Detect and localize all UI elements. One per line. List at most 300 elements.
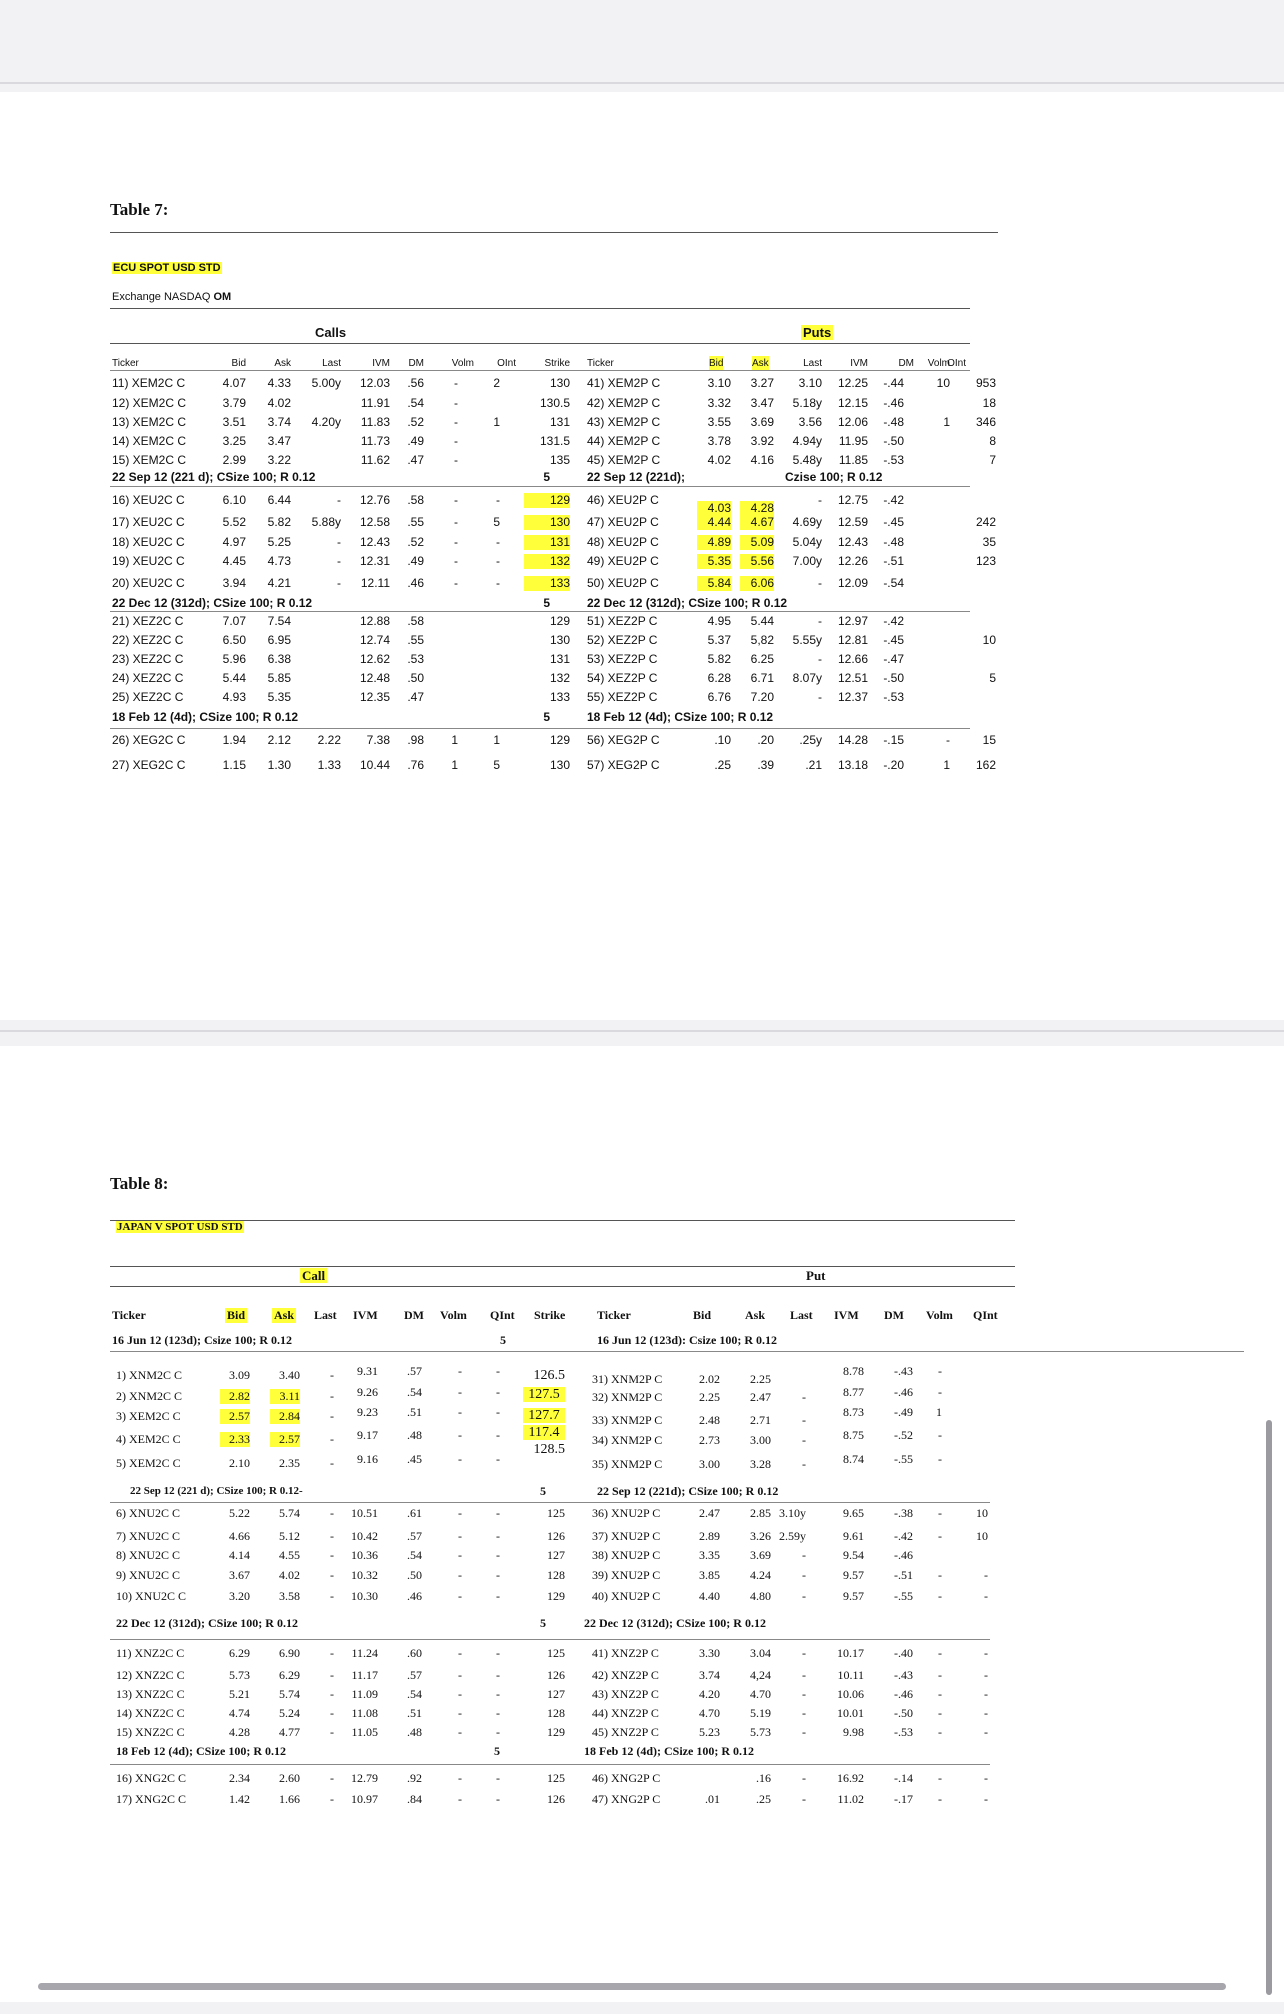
- divider: [110, 343, 970, 344]
- table-cell: -.40: [894, 1646, 913, 1660]
- table-cell: 2.25: [699, 1390, 720, 1404]
- ticker-cell: 46) XEU2P C: [587, 493, 659, 507]
- row-divider: [110, 1764, 990, 1765]
- table-cell: -.55: [894, 1452, 913, 1466]
- table-cell: 12.62: [359, 652, 390, 666]
- table-cell: 6.38: [267, 652, 291, 666]
- group-header: 18 Feb 12 (4d); CSize 100; R 0.12: [116, 1744, 286, 1758]
- table-cell: -: [984, 1589, 988, 1603]
- table-cell: -: [802, 1771, 806, 1785]
- ticker-cell: 16) XNG2C C: [116, 1771, 187, 1785]
- strike-cell: 127.7: [523, 1408, 565, 1423]
- table-cell: 9.57: [843, 1589, 864, 1603]
- table-cell: -: [330, 1725, 334, 1739]
- table-cell: -: [802, 1413, 806, 1427]
- ticker-cell: 21) XEZ2C C: [112, 614, 184, 628]
- table-cell: -: [818, 690, 822, 704]
- table-cell: -: [330, 1771, 334, 1785]
- table-cell: -: [938, 1725, 942, 1739]
- table-cell: -: [454, 376, 458, 390]
- table-cell: 5.48y: [792, 453, 822, 467]
- ticker-cell: 43) XEM2P C: [587, 415, 661, 429]
- table-cell: 162: [975, 758, 996, 772]
- table-cell: .54: [407, 1385, 422, 1399]
- table-cell: 4.77: [279, 1725, 300, 1739]
- table-cell: .55: [407, 633, 424, 647]
- table-cell: -: [330, 1687, 334, 1701]
- table-cell: 12.66: [837, 652, 868, 666]
- table-cell: 5.21: [229, 1687, 250, 1701]
- table-cell: 3.10y: [779, 1506, 806, 1520]
- table-cell: 4.20y: [311, 415, 341, 429]
- table-cell: 5.74: [279, 1687, 300, 1701]
- divider: [110, 1266, 1015, 1267]
- ticker-cell: 33) XNM2P C: [592, 1413, 663, 1427]
- table-cell: 4.02: [707, 453, 731, 467]
- table-cell: 4.44: [697, 515, 731, 530]
- table-cell: 1.15: [222, 758, 246, 772]
- ticker-cell: 54) XEZ2P C: [587, 671, 658, 685]
- table-cell: 18: [982, 396, 996, 410]
- ticker-cell: 18) XEU2C C: [112, 535, 185, 549]
- strike-cell: 128.5: [533, 1442, 565, 1457]
- ticker-cell: 41) XNZ2P C: [592, 1646, 659, 1660]
- strike-cell: 130: [549, 758, 570, 772]
- ticker-cell: 27) XEG2C C: [112, 758, 186, 772]
- column-header: DM: [408, 358, 424, 369]
- ticker-cell: 40) XNU2P C: [592, 1589, 661, 1603]
- ticker-cell: 45) XNZ2P C: [592, 1725, 659, 1739]
- table-cell: -: [458, 1646, 462, 1660]
- table-cell: -: [458, 1771, 462, 1785]
- table-cell: -: [496, 1506, 500, 1520]
- ticker-cell: 12) XNZ2C C: [116, 1668, 185, 1682]
- table-cell: 15: [982, 733, 996, 747]
- table-cell: -: [818, 493, 822, 507]
- table-cell: .50: [407, 1568, 422, 1582]
- table-cell: 5.73: [229, 1668, 250, 1682]
- table-cell: -.53: [883, 690, 904, 704]
- table-cell: -: [818, 576, 822, 590]
- table-cell: 3.78: [707, 434, 731, 448]
- table-cell: 953: [975, 376, 996, 390]
- ticker-cell: 8) XNU2C C: [116, 1548, 181, 1562]
- ticker-cell: 57) XEG2P C: [587, 758, 660, 772]
- column-header: Ask: [274, 1308, 295, 1322]
- table-cell: 11.91: [360, 396, 390, 410]
- horizontal-scrollbar[interactable]: [38, 1983, 1226, 1990]
- strike-cell: 126: [547, 1668, 565, 1682]
- table-cell: 11.08: [351, 1706, 378, 1720]
- table-cell: .52: [407, 535, 424, 549]
- table-cell: 5.24: [279, 1706, 300, 1720]
- table-cell: 2.89: [699, 1529, 720, 1543]
- table-cell: .58: [407, 493, 424, 507]
- table-cell: 2.73: [699, 1433, 720, 1447]
- table-cell: .61: [407, 1506, 422, 1520]
- table-cell: 5.44: [222, 671, 246, 685]
- strike-cell: 125: [547, 1646, 565, 1660]
- ticker-cell: 17) XEU2C C: [112, 515, 185, 529]
- table-cell: -.51: [883, 554, 904, 568]
- table-cell: 3.40: [279, 1368, 300, 1382]
- strike-cell: 130: [524, 515, 570, 530]
- group-header: 22 Sep 12 (221 d); CSize 100; R 0.12: [112, 470, 316, 484]
- table-cell: 10.51: [351, 1506, 378, 1520]
- table-cell: 7.54: [267, 614, 291, 628]
- column-header: Bid: [709, 358, 724, 369]
- strike-cell: 129: [549, 614, 570, 628]
- table-cell: 2.22: [317, 733, 341, 747]
- table-cell: 6.10: [222, 493, 246, 507]
- table-cell: 5.04y: [792, 535, 822, 549]
- table-cell: -: [496, 1385, 500, 1399]
- table-cell: -: [496, 554, 500, 568]
- ticker-cell: 53) XEZ2P C: [587, 652, 658, 666]
- table-cell: -: [330, 1456, 334, 1470]
- table-cell: .53: [407, 652, 424, 666]
- strike-cell: 125: [547, 1771, 565, 1785]
- ticker-cell: 32) XNM2P C: [592, 1390, 663, 1404]
- table-cell: 5.55y: [792, 633, 822, 647]
- column-header: Strike: [544, 358, 570, 369]
- strike-cell: 130: [549, 633, 570, 647]
- strike-cell: 135: [549, 453, 570, 467]
- table-cell: -: [818, 652, 822, 666]
- table-cell: 6.90: [279, 1646, 300, 1660]
- table-cell: 10: [976, 1506, 988, 1520]
- table-cell: .54: [407, 1687, 422, 1701]
- strike-cell: 128: [547, 1568, 565, 1582]
- ticker-cell: 36) XNU2P C: [592, 1506, 661, 1520]
- table-cell: 1.94: [222, 733, 246, 747]
- table-cell: 11.85: [838, 453, 868, 467]
- column-header: Volm: [440, 1308, 467, 1322]
- table-cell: -: [984, 1687, 988, 1701]
- column-header: Ticker: [112, 1308, 146, 1322]
- table-cell: -: [337, 554, 341, 568]
- table-cell: 12.76: [359, 493, 390, 507]
- table-cell: .84: [407, 1792, 422, 1806]
- ticker-cell: 46) XNG2P C: [592, 1771, 661, 1785]
- table-cell: 2.59y: [779, 1529, 806, 1543]
- table-cell: -: [802, 1568, 806, 1582]
- table-cell: 3.74: [267, 415, 291, 429]
- table-cell: 1: [451, 758, 458, 772]
- column-header: Ask: [745, 1308, 766, 1322]
- table-cell: .20: [757, 733, 774, 747]
- ticker-cell: 22) XEZ2C C: [112, 633, 184, 647]
- group-header: 18 Feb 12 (4d); CSize 100; R 0.12: [584, 1744, 754, 1758]
- table-cell: .76: [407, 758, 424, 772]
- table-cell: 12.74: [359, 633, 390, 647]
- column-header: Ticker: [112, 358, 139, 369]
- table-cell: -: [454, 515, 458, 529]
- table-cell: -.50: [883, 671, 904, 685]
- strike-cell: 130.5: [539, 396, 570, 410]
- group-header: Czise 100; R 0.12: [785, 470, 883, 484]
- table-cell: 3.32: [707, 396, 731, 410]
- table-cell: -: [454, 493, 458, 507]
- table-cell: 3.94: [222, 576, 246, 590]
- table-cell: -: [938, 1452, 942, 1466]
- document-page-1: [0, 92, 1284, 1020]
- table-cell: 6.06: [740, 576, 774, 591]
- table-cell: 10: [976, 1529, 988, 1543]
- table-cell: .46: [407, 576, 424, 590]
- table-cell: -: [330, 1368, 334, 1382]
- table-cell: 3.74: [699, 1668, 720, 1682]
- ticker-cell: 10) XNU2C C: [116, 1589, 187, 1603]
- table-cell: -: [458, 1548, 462, 1562]
- table-cell: 10.11: [837, 1668, 864, 1682]
- table-cell: 10.97: [351, 1792, 378, 1806]
- column-header: Ask: [752, 358, 769, 369]
- table-cell: -.42: [894, 1529, 913, 1543]
- table-cell: 5.25: [267, 535, 291, 549]
- table-cell: 9.65: [843, 1506, 864, 1520]
- table-cell: 3.00: [699, 1457, 720, 1471]
- table-cell: 4.07: [222, 376, 246, 390]
- table-cell: -: [330, 1432, 334, 1446]
- table-cell: -: [330, 1646, 334, 1660]
- table-cell: 1.33: [317, 758, 341, 772]
- ticker-cell: 42) XEM2P C: [587, 396, 661, 410]
- table-cell: -: [802, 1792, 806, 1806]
- table-cell: -: [938, 1646, 942, 1660]
- strike-cell: 129: [547, 1725, 565, 1739]
- table-cell: -: [802, 1457, 806, 1471]
- column-header: Last: [314, 1308, 337, 1322]
- table-cell: 4.66: [229, 1529, 250, 1543]
- table-cell: -: [458, 1428, 462, 1442]
- column-header: DM: [898, 358, 914, 369]
- table-cell: 1: [493, 415, 500, 429]
- table-cell: -: [802, 1548, 806, 1562]
- table-cell: -: [802, 1646, 806, 1660]
- table-cell: -: [496, 1771, 500, 1785]
- ticker-cell: 15) XEM2C C: [112, 453, 187, 467]
- strike-cell: 131: [549, 652, 570, 666]
- table-cell: 9.26: [357, 1385, 378, 1399]
- table-cell: 13.18: [837, 758, 868, 772]
- table-cell: 7: [989, 453, 996, 467]
- table-cell: 3.25: [222, 434, 246, 448]
- table-cell: 3.47: [267, 434, 291, 448]
- strike-cell: 129: [547, 1589, 565, 1603]
- table-cell: 4.89: [697, 535, 731, 550]
- table-cell: 6.29: [279, 1668, 300, 1682]
- table-cell: -: [337, 493, 341, 507]
- vertical-scrollbar[interactable]: [1266, 1420, 1272, 1995]
- table-cell: .92: [407, 1771, 422, 1785]
- column-header: Ask: [274, 358, 291, 369]
- table-cell: 4.03: [697, 501, 731, 516]
- table-cell: 3.55: [707, 415, 731, 429]
- table-cell: 5: [493, 515, 500, 529]
- table-cell: 12.58: [359, 515, 390, 529]
- table-cell: 12.75: [837, 493, 868, 507]
- column-header: Bid: [227, 1308, 246, 1322]
- table-cell: 3.30: [699, 1646, 720, 1660]
- table-cell: .25: [714, 758, 731, 772]
- row-divider: [110, 611, 970, 612]
- table-cell: 4.16: [750, 453, 774, 467]
- table-cell: 4.74: [229, 1706, 250, 1720]
- table-cell: 2.47: [750, 1390, 771, 1404]
- column-header: Last: [803, 358, 822, 369]
- group-header: 16 Jun 12 (123d); Csize 100; R 0.12: [112, 1333, 292, 1347]
- table-cell: 11.83: [360, 415, 390, 429]
- table-cell: 2.33: [220, 1432, 250, 1447]
- column-header: IVM: [850, 358, 868, 369]
- table-cell: .39: [757, 758, 774, 772]
- table-cell: 3.67: [229, 1568, 250, 1582]
- table-cell: -: [458, 1385, 462, 1399]
- divider: [110, 232, 998, 233]
- table-cell: -.14: [894, 1771, 913, 1785]
- table-cell: -: [984, 1568, 988, 1582]
- table-cell: 3.69: [750, 1548, 771, 1562]
- table-cell: 12.15: [837, 396, 868, 410]
- table-cell: -.52: [894, 1428, 913, 1442]
- table-cell: 9.57: [843, 1568, 864, 1582]
- table-cell: 6.25: [750, 652, 774, 666]
- table-cell: -: [984, 1668, 988, 1682]
- table-cell: 9.16: [357, 1452, 378, 1466]
- table-cell: 2.57: [270, 1432, 300, 1447]
- table-cell: -.48: [883, 535, 904, 549]
- table-cell: .46: [407, 1589, 422, 1603]
- table-cell: 6.95: [267, 633, 291, 647]
- table-cell: 123: [975, 554, 996, 568]
- table-cell: -: [496, 1568, 500, 1582]
- table-cell: -.20: [883, 758, 904, 772]
- group-header: 22 Sep 12 (221d); CSize 100; R 0.12: [597, 1484, 779, 1498]
- table-cell: -.53: [894, 1725, 913, 1739]
- table-cell: -: [458, 1687, 462, 1701]
- table-cell: 10.44: [359, 758, 390, 772]
- ticker-cell: 15) XNZ2C C: [116, 1725, 185, 1739]
- table-cell: 6.29: [229, 1646, 250, 1660]
- table-cell: .54: [407, 1548, 422, 1562]
- table-cell: 9.17: [357, 1428, 378, 1442]
- table-cell: -.49: [894, 1405, 913, 1419]
- table-cell: 4.20: [699, 1687, 720, 1701]
- table-cell: -: [496, 1548, 500, 1562]
- table-cell: 5: [989, 671, 996, 685]
- ticker-cell: 41) XEM2P C: [587, 376, 661, 390]
- table-cell: -: [802, 1725, 806, 1739]
- table-cell: 10.01: [837, 1706, 864, 1720]
- table-cell: .49: [407, 554, 424, 568]
- table-cell: .21: [805, 758, 822, 772]
- ticker-cell: 42) XNZ2P C: [592, 1668, 659, 1682]
- table-cell: 7.38: [366, 733, 390, 747]
- table-cell: 10: [936, 376, 950, 390]
- table-cell: 5.52: [222, 515, 246, 529]
- table-cell: -: [458, 1405, 462, 1419]
- table-cell: 242: [975, 515, 996, 529]
- group-header: 22 Dec 12 (312d); CSize 100; R 0.12: [587, 596, 788, 610]
- table-cell: 4.69y: [792, 515, 822, 529]
- table-cell: 10.06: [837, 1687, 864, 1701]
- table-cell: 3.09: [229, 1368, 250, 1382]
- ticker-cell: 51) XEZ2P C: [587, 614, 658, 628]
- row-divider: [110, 1639, 990, 1640]
- table-cell: 5.88y: [311, 515, 341, 529]
- table-cell: 4.80: [750, 1589, 771, 1603]
- table-cell: .49: [407, 434, 424, 448]
- table-cell: 6.76: [707, 690, 731, 704]
- group-header: 5: [500, 1333, 506, 1347]
- table-cell: -: [938, 1428, 942, 1442]
- table-cell: 5,82: [750, 633, 774, 647]
- ticker-cell: 11) XNZ2C C: [116, 1646, 185, 1660]
- table-cell: .57: [407, 1529, 422, 1543]
- table-cell: -: [496, 535, 500, 549]
- table-cell: 3.11: [270, 1389, 300, 1404]
- ticker-cell: 9) XNU2C C: [116, 1568, 181, 1582]
- ticker-cell: 3) XEM2C C: [116, 1409, 181, 1423]
- column-header: QInt: [973, 1308, 998, 1322]
- table-cell: 2.82: [220, 1389, 250, 1404]
- table-cell: 8.07y: [792, 671, 822, 685]
- table-cell: 12.97: [837, 614, 868, 628]
- table-cell: 35: [982, 535, 996, 549]
- table-cell: -.17: [894, 1792, 913, 1806]
- ticker-cell: 13) XNZ2C C: [116, 1687, 185, 1701]
- column-header: Volm: [927, 358, 950, 369]
- divider: [110, 1220, 1015, 1221]
- table-cell: 5.96: [222, 652, 246, 666]
- table-cell: .57: [407, 1364, 422, 1378]
- page-top-border: [0, 1030, 1284, 1032]
- column-header: DM: [884, 1308, 904, 1322]
- table-cell: 11.24: [351, 1646, 378, 1660]
- table-cell: 4.73: [267, 554, 291, 568]
- table-cell: 3.28: [750, 1457, 771, 1471]
- table-cell: .54: [407, 396, 424, 410]
- table-cell: 4.70: [699, 1706, 720, 1720]
- table-cell: -.45: [883, 633, 904, 647]
- table-cell: 6.44: [267, 493, 291, 507]
- group-header: 22 Dec 12 (312d); CSize 100; R 0.12: [116, 1616, 298, 1630]
- table-cell: .50: [407, 671, 424, 685]
- table-cell: 2.02: [699, 1372, 720, 1386]
- table-cell: 2.60: [279, 1771, 300, 1785]
- table-cell: -: [454, 535, 458, 549]
- table-cell: 11.95: [838, 434, 868, 448]
- table-cell: 10.17: [837, 1646, 864, 1660]
- table-cell: -.53: [883, 453, 904, 467]
- column-header: Last: [790, 1308, 813, 1322]
- table-cell: 2.85: [750, 1506, 771, 1520]
- table-cell: -.50: [883, 434, 904, 448]
- table-cell: -: [496, 1792, 500, 1806]
- ticker-cell: 37) XNU2P C: [592, 1529, 661, 1543]
- table-cell: 3.10: [798, 376, 822, 390]
- divider: [110, 308, 970, 309]
- table-cell: -: [454, 415, 458, 429]
- row-divider: [110, 728, 970, 729]
- ticker-cell: 7) XNU2C C: [116, 1529, 181, 1543]
- document-page-2: [0, 1046, 1284, 2002]
- table-cell: -.48: [883, 415, 904, 429]
- table-cell: -: [984, 1646, 988, 1660]
- table-cell: 4.94y: [792, 434, 822, 448]
- table-cell: -.54: [883, 576, 904, 590]
